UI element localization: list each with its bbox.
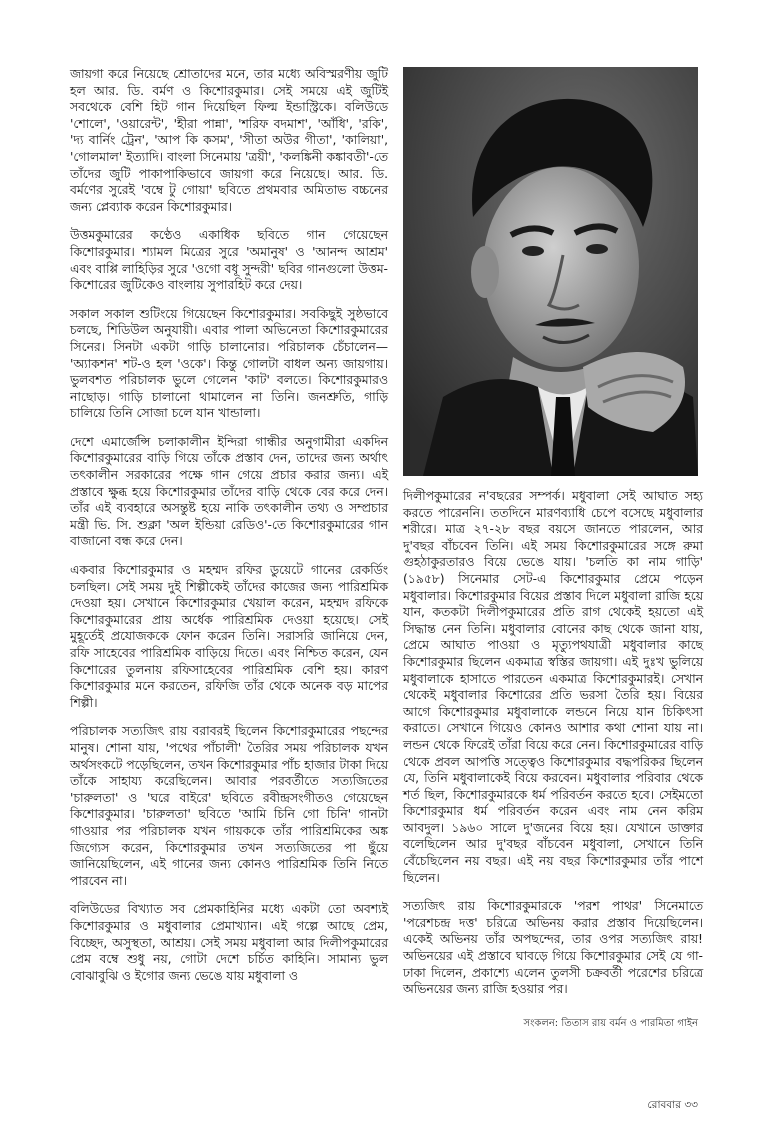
page-footer: রোববার ৩৩ (647, 1099, 698, 1111)
article-paragraph: দিলীপকুমারের ন'বছরের সম্পর্ক। মধুবালা সেই আঘাত সহ্য করতে পারেননি। ততদিনে মারণব্যাধি চেপে বসেছে মধুবালার শরীরে। মাত্র ২৭-২৮ বছর বয়সে জানতে পারলেন, আর দু'বছর বাঁচবেন তিনি। এই সময় কিশোরকুমারের সঙ্গে রুমা গুহঠাকুরতারও বিয়ে ভেঙে যায়। 'চলতি কা নাম গাড়ি' (১৯৫৮) সিনেমার সেট-এ কিশোরকুমার প্রেমে পড়েন মধুবালার। কিশোরকুমার বিয়ের প্রস্তাব দিলে মধুবালা রাজি হয়ে যান, কতকটা দিলীপকুমারের প্রতি রাগ থেকেই হয়তো এই সিদ্ধান্ত নেন তিনি। মধুবালার বোনের কাছ থেকে জানা যায়, প্রেমে আঘাত পাওয়া ও মৃত্যুপথযাত্রী মধুবালার কাছে কিশোরকুমার ছিলেন একমাত্র স্বস্তির জায়গা। এই দুঃখ ভুলিয়ে মধুবালাকে হাসাতে পারতেন একমাত্র কিশোরকুমারই। সেখান থেকেই মধুবালার কিশোরের প্রতি ভরসা তৈরি হয়। বিয়ের আগে কিশোরকুমার মধুবালাকে লন্ডনে নিয়ে যান চিকিৎসা করাতে। সেখানে গিয়েও কোনও আশার কথা শোনা যায় না। লন্ডন থেকে ফিরেই তাঁরা বিয়ে করে নেন। কিশোরকুমারের বাড়ি থেকে প্রবল আপত্তি সত্ত্বেও কিশোরকুমার বদ্ধপরিকর ছিলেন যে, তিনি মধুবালাকেই বিয়ে করবেন। মধুবালার পরিবার থেকে শর্ত ছিল, কিশোরকুমারকে ধর্ম পরিবর্তন করতে হবে। সেইমতো কিশোরকুমার ধর্ম পরিবর্তন করেন এবং নাম নেন করিম আবদুল। ১৯৬০ সালে দু'জনের বিয়ে হয়। যেখানে ডাক্তার বলেছিলেন আর দু'বছর বাঁচবেন মধুবালা, সেখানে তিনি বেঁচেছিলেন নয় বছর। এই নয় বছর কিশোরকুমার তাঁর পাশে ছিলেন। (403, 489, 703, 885)
article-paragraph: উত্তমকুমারের কণ্ঠেও একাধিক ছবিতে গান গেয়েছেন কিশোরকুমার। শ্যামল মিত্রের সুরে 'অমানুষ' ও 'আনন্দ আশ্রম' এবং বাপ্পি লাহিড়ির সুরে 'ওগো বধূ সুন্দরী' ছবির গানগুলো উত্তম-কিশোরের জুটিকেও বাংলায় সুপারহিট করে দেয়। (70, 228, 388, 293)
article-paragraph: সকাল সকাল শুটিংয়ে গিয়েছেন কিশোরকুমার। সবকিছুই সুষ্ঠভাবে চলছে, শিডিউল অনুযায়ী। এবার পালা অভিনেতা কিশোরকুমারের সিনের। সিনটা একটা গাড়ি চালানোর। পরিচালক চেঁচালেন— 'অ্যাকশন' শট-ও হল 'ওকে'। কিন্তু গোলটা বাধল অন্য জায়গায়। ভুলবশত পরিচালক ভুলে গেলেন 'কাট' বলতে। কিশোরকুমারও নাছোড়। গাড়ি চালানো থামালেন না তিনি। জনশ্রুতি, গাড়ি চালিয়ে তিনি সোজা চলে যান খান্ডালা। (70, 306, 388, 421)
compiled-by-credit: সংকলন: তিতাস রায় বর্মন ও পারমিতা গাইন (523, 1018, 698, 1029)
article-paragraph: জায়গা করে নিয়েছে শ্রোতাদের মনে, তার মধ্যে অবিস্মরণীয় জুটি হল আর. ডি. বর্মণ ও কিশোরকুমার। সেই সময়ে এই জুটিই সবথেকে বেশি হিট গান দিয়েছিল ফিল্ম ইন্ডাস্ট্রিকে। বলিউডে 'শোলে', 'ওয়ারেন্ট', 'হীরা পান্না', 'শরিফ বদমাশ', 'আঁধি', 'রকি', 'দ্য বার্নিং ট্রেন', 'আপ কি কসম', 'সীতা অউর গীতা', 'কালিয়া', 'গোলমাল' ইত্যাদি। বাংলা সিনেমায় 'ত্রয়ী', 'কলঙ্কিনী কঙ্কাবতী'-তে তাঁদের জুটি পাকাপাকিভাবে জায়গা করে নিয়েছে। আর. ডি. বর্মণের সুরেই 'বম্বে টু গোয়া' ছবিতে প্রথমবার অমিতাভ বচ্চনের জন্য প্লেব্যাক করেন কিশোরকুমার। (70, 67, 388, 214)
portrait-photo (403, 67, 698, 476)
article-paragraph: বলিউডের বিখ্যাত সব প্রেমকাহিনির মধ্যে একটা তো অবশ্যই কিশোরকুমার ও মধুবালার প্রেমাখ্যান। এই গল্পে আছে প্রেম, বিচ্ছেদ, অসুস্থতা, আশ্রয়। সেই সময় মধুবালা আর দিলীপকুমারের প্রেম বম্বে শুধু নয়, গোটা দেশে চর্চিত কাহিনি। সামান্য ভুল বোঝাবুঝি ও ইগোর জন্য ভেঙে যায় মধুবালা ও (70, 902, 388, 983)
article-paragraph: একবার কিশোরকুমার ও মহম্মদ রফির ডুয়েটে গানের রেকর্ডিং চলছিল। সেই সময় দুই শিল্পীকেই তাঁদের কাজের জন্য পারিশ্রমিক দেওয়া হয়। সেখানে কিশোরকুমার খেয়াল করেন, মহম্মদ রফিকে কিশোরকুমারের প্রায় অর্ধেক পারিশ্রমিক দেওয়া হয়েছে। সেই মুহূর্তেই প্রযোজককে ফোন করেন তিনি। সরাসরি জানিয়ে দেন, রফি সাহেবের পারিশ্রমিক বাড়িয়ে দিতে। এবং নিশ্চিত করেন, যেন কিশোরের তুলনায় রফিসাহেবের পারিশ্রমিক বেশি হয়। কারণ কিশোরকুমার মনে করতেন, রফিজি তাঁর থেকে অনেক বড় মাপের শিল্পী। (70, 563, 388, 710)
article-paragraph: দেশে এমার্জেন্সি চলাকালীন ইন্দিরা গান্ধীর অনুগামীরা একদিন কিশোরকুমারের বাড়ি গিয়ে তাঁকে প্রস্তাব দেন, তাদের জন্য অর্থাৎ তৎকালীন সরকারের পক্ষে গান গেয়ে প্রচার করার জন্য। এই প্রস্তাবে ক্ষুব্ধ হয়ে কিশোরকুমার তাঁদের বাড়ি থেকে বের করে দেন। তাঁর এই ব্যবহারে অসন্তুষ্ট হয়ে নাকি তৎকালীন তথ্য ও সম্প্রচার মন্ত্রী ভি. সি. শুক্লা 'অল ইন্ডিয়া রেডিও'-তে কিশোরকুমারের গান বাজানো বন্ধ করে দেন। (70, 434, 388, 549)
article-paragraph: সত্যজিৎ রায় কিশোরকুমারকে 'পরশ পাথর' সিনেমাতে 'পরেশচন্দ্র দত্ত' চরিত্রে অভিনয় করার প্রস্তাব দিয়েছিলেন। একেই অভিনয় তাঁর অপছন্দের, তার ওপর সত্যজিৎ রায়! অভিনয়ের এই প্রস্তাবে ঘাবড়ে গিয়ে কিশোরকুমার সেই যে গা-ঢাকা দিলেন, প্রকাশ্যে এলেন তুলসী চক্রবর্তী পরেশের চরিত্রে অভিনয়ের জন্য রাজি হওয়ার পর। (403, 899, 703, 997)
left-column (70, 66, 388, 990)
right-column (403, 488, 703, 1010)
article-paragraph: পরিচালক সত্যজিৎ রায় বরাবরই ছিলেন কিশোরকুমারের পছন্দের মানুষ। শোনা যায়, 'পথের পাঁচালী' তৈরির সময় পরিচালক যখন অর্থসংকটে পড়েছিলেন, তখন কিশোরকুমার পাঁচ হাজার টাকা দিয়ে তাঁকে সাহায্য করেছিলেন। আবার পরবর্তীতে সত্যজিতের 'চারুলতা' ও 'ঘরে বাইরে' ছবিতে রবীন্দ্রসংগীতও গেয়েছেন কিশোরকুমার। 'চারুলতা' ছবিতে 'আমি চিনি গো চিনি' গানটা গাওয়ার পর পরিচালক যখন গায়ককে তাঁর পারিশ্রমিকের অঙ্ক জিগ্যেস করেন, কিশোরকুমার তখন সত্যজিতের পা ছুঁয়ে জানিয়েছিলেন, এই গানের জন্য কোনও পারিশ্রমিক তিনি নিতে পারবেন না। (70, 724, 388, 888)
portrait-illustration (403, 67, 698, 476)
